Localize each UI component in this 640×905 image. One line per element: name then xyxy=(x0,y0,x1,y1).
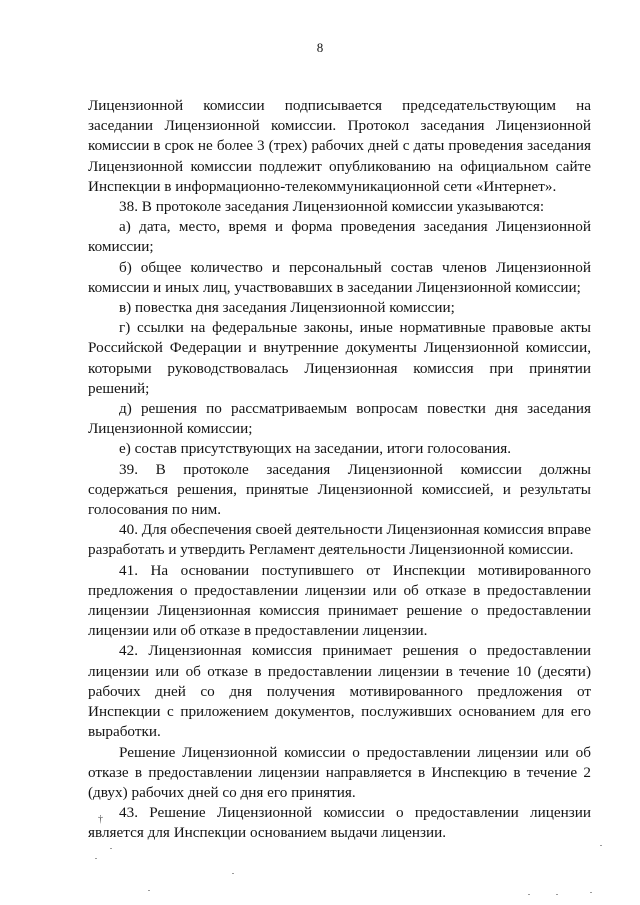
scan-speck xyxy=(110,848,112,849)
paragraph-38-a: а) дата, место, время и форма проведения заседания Лицензионной комиссии; xyxy=(88,218,591,256)
paragraph-38-d: д) решения по рассматриваемым вопросам повестки дня заседания Лицензионной комиссии; xyxy=(88,400,591,438)
paragraph-41: 41. На основании поступившего от Инспекции мотивированного предложения о предоставлении лицензии или об отказе в предоставлении лицензии Лицензионная комиссия принимает решение о предоставлении лицензии или об отказе в предоставлении лицензии. xyxy=(88,561,591,640)
paragraph-38: 38. В протоколе заседания Лицензионной комиссии указываются: xyxy=(119,198,545,216)
scan-speck xyxy=(600,845,602,846)
scan-speck xyxy=(95,858,97,859)
page-number: 8 xyxy=(316,40,324,55)
paragraph-continuation: Лицензионной комиссии подписывается председательствующим на заседании Лицензионной комиссии. Протокол заседания Лицензионной комиссии в срок не более 3 (трех) рабочих дней с даты проведения заседания Лицензионной комиссии подлежит опубликованию на официальном сайте Инспекции в информационно-телекоммуникационной сети «Интернет». xyxy=(88,97,591,195)
paragraph-38-e: е) состав присутствующих на заседании, итоги голосования. xyxy=(119,440,512,458)
scan-speck xyxy=(590,892,592,893)
paragraph-43: 43. Решение Лицензионной комиссии о предоставлении лицензии является для Инспекции основанием выдачи лицензии. xyxy=(88,804,591,842)
document-body xyxy=(88,96,591,844)
scan-speck xyxy=(556,894,558,895)
paragraph-38-v: в) повестка дня заседания Лицензионной комиссии; xyxy=(119,299,455,317)
paragraph-42-second: Решение Лицензионной комиссии о предоставлении лицензии или об отказе в предоставлении лицензии направляется в Инспекцию в течение 2 (двух) рабочих дней со дня его принятия. xyxy=(88,743,591,801)
paragraph-40: 40. Для обеспечения своей деятельности Лицензионная комиссия вправе разработать и утвердить Регламент деятельности Лицензионной комиссии. xyxy=(88,521,591,559)
scan-mark: † xyxy=(98,814,103,825)
paragraph-38-b: б) общее количество и персональный состав членов Лицензионной комиссии и иных лиц, участвовавших в заседании Лицензионной комиссии; xyxy=(88,258,591,296)
scan-speck xyxy=(148,890,150,891)
scan-speck xyxy=(528,894,530,895)
paragraph-39: 39. В протоколе заседания Лицензионной комиссии должны содержаться решения, принятые Лицензионной комиссией, и результаты голосования по ним. xyxy=(88,460,591,519)
paragraph-38-g: г) ссылки на федеральные законы, иные нормативные правовые акты Российской Федерации и внутренние документы Лицензионной комиссии, которыми руководствовалась Лицензионная комиссия при принятии решений; xyxy=(88,319,591,397)
scan-speck xyxy=(232,873,234,874)
paragraph-42: 42. Лицензионная комиссия принимает решения о предоставлении лицензии или об отказе в предоставлении лицензии в течение 10 (десяти) рабочих дней со дня получения мотивированного предложения от Инспекции с приложением документов, послуживших основанием для его выработки. xyxy=(88,642,591,741)
